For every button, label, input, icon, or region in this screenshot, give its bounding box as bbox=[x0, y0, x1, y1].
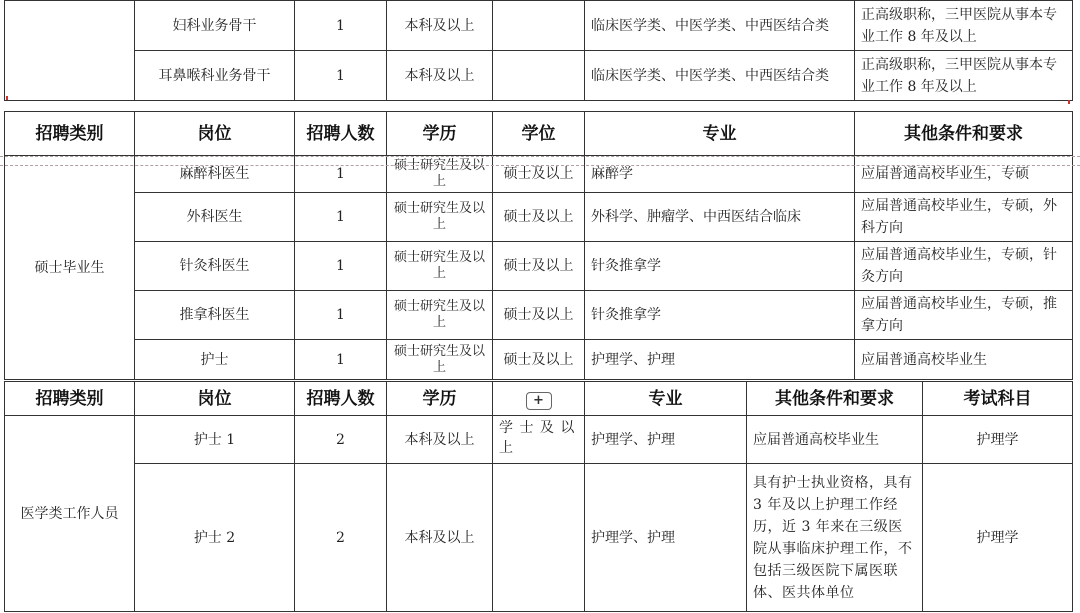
header-requirement: 其他条件和要求 bbox=[747, 382, 923, 416]
page-break-line bbox=[0, 165, 1080, 166]
header-category: 招聘类别 bbox=[5, 112, 135, 156]
add-column-button[interactable]: + bbox=[526, 392, 552, 410]
header-count: 招聘人数 bbox=[295, 112, 387, 156]
count-cell: 1 bbox=[295, 1, 387, 51]
major-cell: 麻醉学 bbox=[585, 156, 855, 193]
header-degree: 学位 bbox=[493, 112, 585, 156]
table-row bbox=[5, 291, 1073, 340]
category-cell bbox=[5, 1, 135, 101]
post-cell: 外科医生 bbox=[135, 193, 295, 242]
major-cell: 针灸推拿学 bbox=[585, 291, 855, 340]
post-cell: 护士 1 bbox=[135, 416, 295, 464]
requirement-cell: 应届普通高校毕业生 bbox=[747, 416, 923, 464]
count-cell: 1 bbox=[295, 242, 387, 291]
table-row bbox=[5, 340, 1073, 380]
header-post: 岗位 bbox=[135, 112, 295, 156]
education-cell: 硕士研究生及以上 bbox=[387, 242, 493, 291]
post-cell: 推拿科医生 bbox=[135, 291, 295, 340]
major-cell: 临床医学类、中医学类、中西医结合类 bbox=[585, 1, 855, 51]
table-row bbox=[5, 1, 1073, 51]
red-mark bbox=[6, 96, 8, 100]
header-major: 专业 bbox=[585, 112, 855, 156]
header-count: 招聘人数 bbox=[295, 382, 387, 416]
requirement-cell: 应届普通高校毕业生，专硕，针灸方向 bbox=[855, 242, 1073, 291]
table-row bbox=[5, 156, 1073, 193]
requirement-cell: 具有护士执业资格，具有 3 年及以上护理工作经历，近 3 年来在三级医院从事临床护理工作，不包括三级医院下属医联体、医共体单位 bbox=[747, 464, 923, 612]
exam-cell: 护理学 bbox=[923, 464, 1073, 612]
table-row bbox=[5, 416, 1073, 464]
requirement-cell: 应届普通高校毕业生，专硕，推拿方向 bbox=[855, 291, 1073, 340]
header-category: 招聘类别 bbox=[5, 382, 135, 416]
table-senior-posts bbox=[4, 0, 1073, 101]
header-post: 岗位 bbox=[135, 382, 295, 416]
header-education: 学历 bbox=[387, 112, 493, 156]
post-cell: 麻醉科医生 bbox=[135, 156, 295, 193]
header-education: 学历 bbox=[387, 382, 493, 416]
red-mark bbox=[1068, 100, 1070, 104]
requirement-cell: 应届普通高校毕业生，专硕 bbox=[855, 156, 1073, 193]
count-cell: 2 bbox=[295, 416, 387, 464]
requirement-cell: 应届普通高校毕业生 bbox=[855, 340, 1073, 380]
page-break-line bbox=[0, 156, 1080, 157]
degree-cell: 硕士及以上 bbox=[493, 156, 585, 193]
count-cell: 2 bbox=[295, 464, 387, 612]
degree-cell: 硕士及以上 bbox=[493, 291, 585, 340]
major-cell: 护理学、护理 bbox=[585, 340, 855, 380]
table-row bbox=[5, 51, 1073, 101]
requirement-cell: 正高级职称，三甲医院从事本专业工作 8 年及以上 bbox=[855, 1, 1073, 51]
requirement-cell: 应届普通高校毕业生，专硕，外科方向 bbox=[855, 193, 1073, 242]
education-cell: 本科及以上 bbox=[387, 51, 493, 101]
education-cell: 硕士研究生及以上 bbox=[387, 193, 493, 242]
post-cell: 耳鼻喉科业务骨干 bbox=[135, 51, 295, 101]
degree-cell: 硕士及以上 bbox=[493, 340, 585, 380]
major-cell: 护理学、护理 bbox=[585, 416, 747, 464]
education-cell: 硕士研究生及以上 bbox=[387, 156, 493, 193]
post-cell: 护士 2 bbox=[135, 464, 295, 612]
count-cell: 1 bbox=[295, 156, 387, 193]
degree-cell: 硕士及以上 bbox=[493, 242, 585, 291]
table-row bbox=[5, 193, 1073, 242]
post-cell: 护士 bbox=[135, 340, 295, 380]
header-degree bbox=[493, 382, 585, 416]
count-cell: 1 bbox=[295, 340, 387, 380]
major-cell: 临床医学类、中医学类、中西医结合类 bbox=[585, 51, 855, 101]
header-requirement: 其他条件和要求 bbox=[855, 112, 1073, 156]
count-cell: 1 bbox=[295, 193, 387, 242]
education-cell: 本科及以上 bbox=[387, 464, 493, 612]
education-cell: 硕士研究生及以上 bbox=[387, 291, 493, 340]
requirement-cell: 正高级职称，三甲医院从事本专业工作 8 年及以上 bbox=[855, 51, 1073, 101]
degree-cell bbox=[493, 464, 585, 612]
exam-cell: 护理学 bbox=[923, 416, 1073, 464]
header-major: 专业 bbox=[585, 382, 747, 416]
table-header-row bbox=[5, 112, 1073, 156]
education-cell: 本科及以上 bbox=[387, 1, 493, 51]
table-row bbox=[5, 242, 1073, 291]
major-cell: 外科学、肿瘤学、中西医结合临床 bbox=[585, 193, 855, 242]
post-cell: 妇科业务骨干 bbox=[135, 1, 295, 51]
education-cell: 本科及以上 bbox=[387, 416, 493, 464]
major-cell: 针灸推拿学 bbox=[585, 242, 855, 291]
major-cell: 护理学、护理 bbox=[585, 464, 747, 612]
degree-cell bbox=[493, 51, 585, 101]
education-cell: 硕士研究生及以上 bbox=[387, 340, 493, 380]
table-medical-staff bbox=[4, 381, 1073, 612]
category-cell: 医学类工作人员 bbox=[5, 416, 135, 612]
degree-cell bbox=[493, 1, 585, 51]
degree-cell: 硕士及以上 bbox=[493, 193, 585, 242]
post-cell: 针灸科医生 bbox=[135, 242, 295, 291]
table-header-row bbox=[5, 382, 1073, 416]
table-master-graduates bbox=[4, 111, 1073, 380]
table-row bbox=[5, 464, 1073, 612]
degree-cell: 学 士 及 以上 bbox=[493, 416, 585, 464]
count-cell: 1 bbox=[295, 291, 387, 340]
header-exam: 考试科目 bbox=[923, 382, 1073, 416]
count-cell: 1 bbox=[295, 51, 387, 101]
category-cell: 硕士毕业生 bbox=[5, 156, 135, 380]
